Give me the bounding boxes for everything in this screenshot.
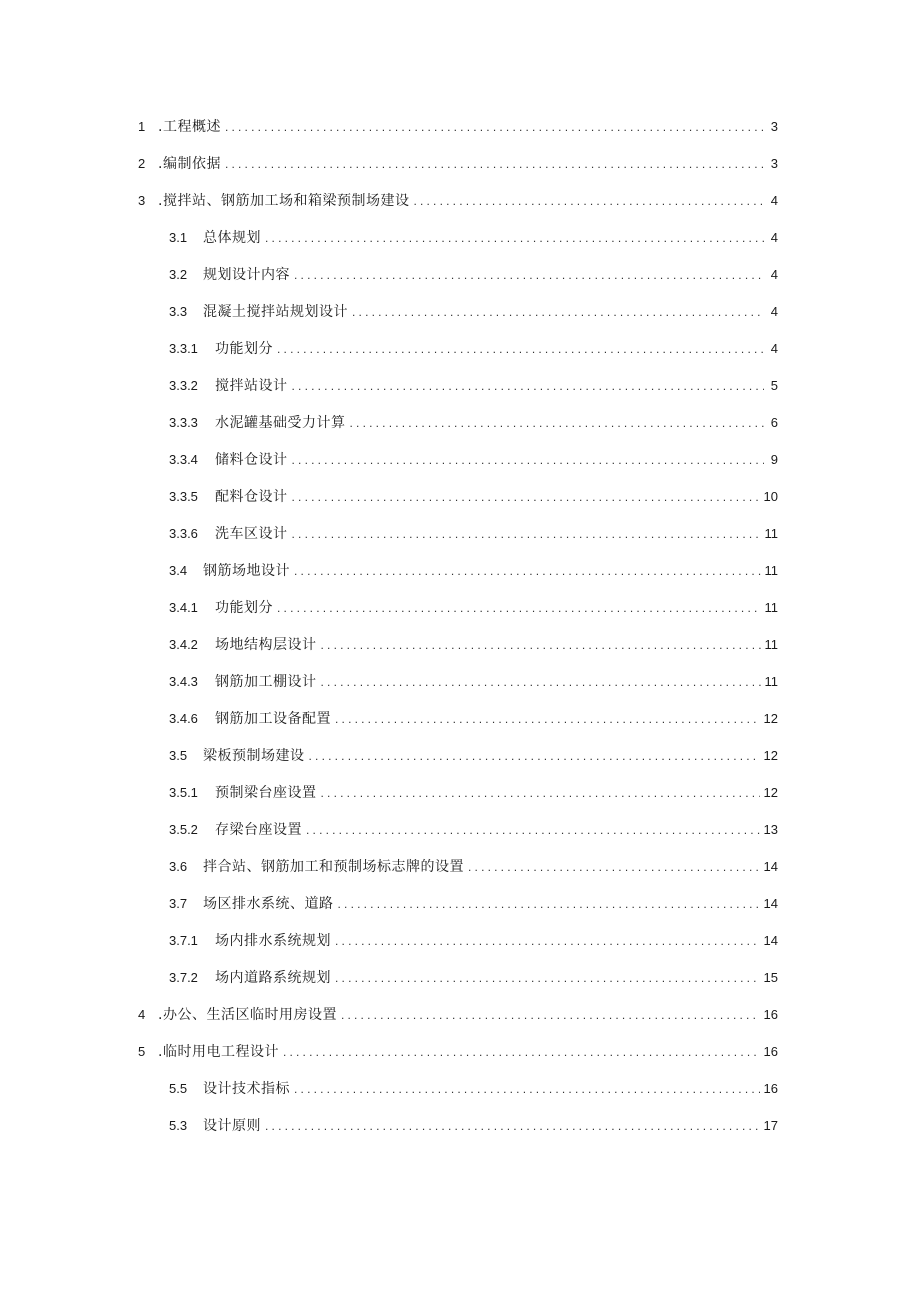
toc-entry-title: 混凝土搅拌站规划设计 [203,304,348,320]
toc-entry[interactable] [169,597,778,619]
toc-entry-number: 3.3.1 [169,341,198,356]
toc-entry-number: 4 [138,1007,146,1022]
toc-entry-number: 2 [138,156,146,171]
toc-entry-number: 3.4.3 [169,674,198,689]
toc-entry-number: 5.3 [169,1118,188,1133]
toc-entry-number: 3.4.6 [169,711,198,726]
toc-leader-dots [350,412,765,434]
toc-entry-page: 5 [770,378,778,393]
toc-entry-page: 17 [763,1118,778,1133]
toc-entry-title: 梁板预制场建设 [203,748,305,764]
toc-entry-page: 12 [763,711,778,726]
toc-leader-dots [292,486,760,508]
toc-entry[interactable] [169,930,778,952]
toc-entry-title: 钢筋加工设备配置 [215,711,331,727]
toc-entry-page: 12 [763,785,778,800]
toc-entry-title: 设计技术指标 [203,1081,290,1097]
toc-leader-dots [341,1004,760,1026]
toc-entry-page: 11 [764,600,778,615]
toc-entry-title: 洗车区设计 [215,526,288,542]
toc-entry-number: 3.4 [169,563,188,578]
toc-entry-page: 14 [763,896,778,911]
toc-entry-number: 5 [138,1044,146,1059]
toc-entry-number: 3.1 [169,230,188,245]
toc-leader-dots [321,782,760,804]
toc-leader-dots [335,708,760,730]
toc-leader-dots [294,264,764,286]
toc-leader-dots [283,1041,760,1063]
toc-entry-title: 钢筋加工棚设计 [215,674,317,690]
toc-leader-dots [309,745,760,767]
toc-entry-number: 3.7.2 [169,970,198,985]
toc-entry-page: 4 [770,267,778,282]
toc-leader-dots [338,893,760,915]
toc-entry-title: .临时用电工程设计 [158,1044,279,1060]
toc-entry-title: 水泥罐基础受力计算 [215,415,346,431]
toc-entry-page: 16 [763,1081,778,1096]
toc-entry-number: 3.5.2 [169,822,198,837]
toc-entry[interactable] [169,967,778,989]
toc-entry-title: 总体规划 [203,230,261,246]
toc-entry[interactable] [169,745,778,767]
toc-entry-title: 存梁台座设置 [215,822,302,838]
toc-entry-number: 3.3.2 [169,378,198,393]
toc-entry-title: 场内排水系统规划 [215,933,331,949]
toc-leader-dots [413,190,764,212]
toc-entry-page: 4 [770,193,778,208]
toc-leader-dots [306,819,760,841]
toc-entry-page: 10 [763,489,778,504]
toc-entry[interactable] [169,560,778,582]
toc-entry[interactable] [169,523,778,545]
toc-entry[interactable] [169,671,778,693]
toc-leader-dots [265,1115,760,1137]
toc-entry[interactable] [138,190,778,212]
toc-entry-title: 场区排水系统、道路 [203,896,334,912]
toc-entry[interactable] [169,301,778,323]
toc-leader-dots [335,967,760,989]
toc-entry-number: 3.7.1 [169,933,198,948]
toc-leader-dots [321,671,761,693]
toc-entry-number: 3.3.5 [169,489,198,504]
toc-entry-number: 1 [138,119,146,134]
toc-entry-page: 14 [763,859,778,874]
toc-entry-title: 功能划分 [215,600,273,616]
toc-entry[interactable] [169,449,778,471]
toc-entry-page: 16 [763,1044,778,1059]
toc-leader-dots [225,153,764,175]
toc-entry-page: 11 [764,526,778,541]
toc-entry[interactable] [169,227,778,249]
toc-entry[interactable] [169,782,778,804]
toc-entry[interactable] [169,634,778,656]
toc-entry-page: 14 [763,933,778,948]
toc-entry-number: 3.4.2 [169,637,198,652]
toc-entry-page: 3 [770,119,778,134]
toc-leader-dots [277,597,761,619]
toc-leader-dots [292,523,761,545]
toc-entry-number: 3.6 [169,859,188,874]
toc-entry-page: 11 [764,563,778,578]
toc-entry[interactable] [169,856,778,878]
toc-leader-dots [335,930,760,952]
toc-entry-page: 3 [770,156,778,171]
toc-leader-dots [468,856,760,878]
toc-entry[interactable] [169,412,778,434]
toc-entry-title: .办公、生活区临时用房设置 [158,1007,337,1023]
toc-entry-page: 4 [770,304,778,319]
toc-entry[interactable] [169,1115,778,1137]
toc-leader-dots [294,1078,760,1100]
toc-leader-dots [225,116,764,138]
toc-leader-dots [294,560,761,582]
toc-entry-page: 11 [764,637,778,652]
toc-entry-number: 3.5 [169,748,188,763]
toc-entry[interactable] [138,1004,778,1026]
toc-entry-title: 设计原则 [203,1118,261,1134]
toc-entry-title: 功能划分 [215,341,273,357]
toc-entry[interactable] [169,486,778,508]
toc-entry-title: 规划设计内容 [203,267,290,283]
toc-entry-title: 配料仓设计 [215,489,288,505]
toc-entry-page: 11 [764,674,778,689]
toc-entry-number: 3.3.6 [169,526,198,541]
toc-entry-title: .搅拌站、钢筋加工场和箱梁预制场建设 [158,193,410,209]
toc-entry-title: 储料仓设计 [215,452,288,468]
toc-entry-page: 15 [763,970,778,985]
toc-entry-number: 3.5.1 [169,785,198,800]
toc-entry-title: 场地结构层设计 [215,637,317,653]
toc-entry[interactable] [138,1041,778,1063]
toc-entry[interactable] [169,1078,778,1100]
toc-entry-title: .工程概述 [158,119,221,135]
toc-entry-page: 13 [763,822,778,837]
toc-entry-page: 9 [770,452,778,467]
toc-entry[interactable] [169,338,778,360]
toc-entry-title: 场内道路系统规划 [215,970,331,986]
toc-leader-dots [265,227,764,249]
toc-entry-page: 6 [770,415,778,430]
toc-entry-number: 3 [138,193,146,208]
toc-entry-number: 3.2 [169,267,188,282]
toc-entry-number: 3.4.1 [169,600,198,615]
toc-leader-dots [292,375,765,397]
toc-entry[interactable] [169,375,778,397]
toc-entry[interactable] [169,893,778,915]
toc-entry[interactable] [169,264,778,286]
toc-entry-number: 3.3 [169,304,188,319]
toc-entry[interactable] [169,819,778,841]
toc-entry-number: 3.7 [169,896,188,911]
toc-leader-dots [277,338,764,360]
toc-leader-dots [321,634,761,656]
toc-entry-number: 5.5 [169,1081,188,1096]
toc-entry-title: .编制依据 [158,156,221,172]
toc-entry[interactable] [138,116,778,138]
toc-entry-title: 拌合站、钢筋加工和预制场标志牌的设置 [203,859,464,875]
toc-leader-dots [352,301,764,323]
toc-entry-page: 16 [763,1007,778,1022]
toc-entry[interactable] [138,153,778,175]
toc-entry-title: 搅拌站设计 [215,378,288,394]
toc-entry-number: 3.3.4 [169,452,198,467]
toc-entry-page: 4 [770,341,778,356]
toc-entry-title: 钢筋场地设计 [203,563,290,579]
toc-entry-title: 预制梁台座设置 [215,785,317,801]
toc-entry-page: 4 [770,230,778,245]
toc-leader-dots [292,449,765,471]
toc-entry-page: 12 [763,748,778,763]
toc-entry-number: 3.3.3 [169,415,198,430]
toc-entry[interactable] [169,708,778,730]
